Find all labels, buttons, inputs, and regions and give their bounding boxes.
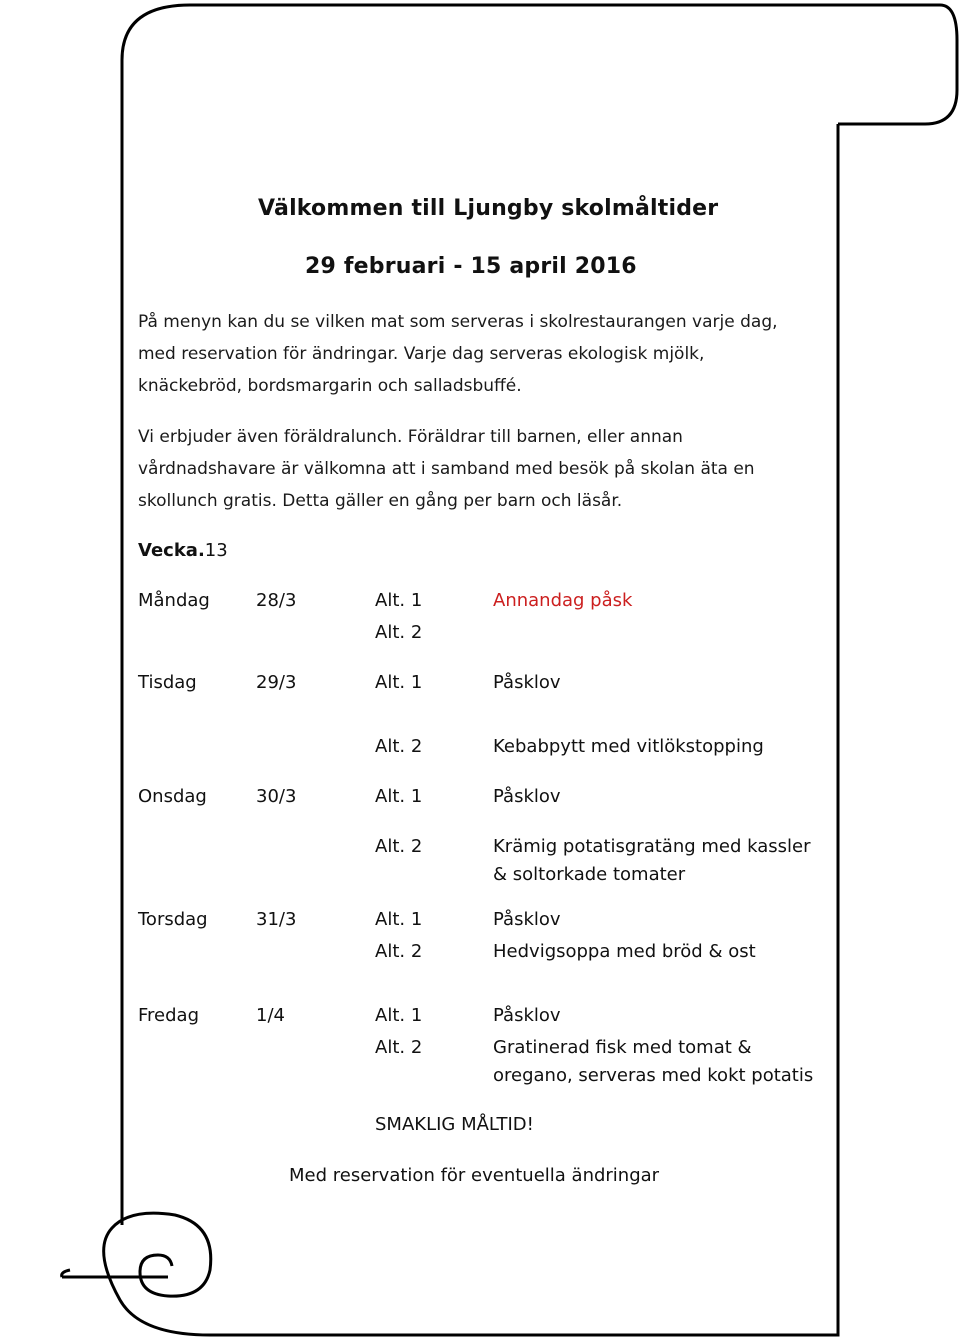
alt1-label: Alt. 1 bbox=[375, 1005, 423, 1026]
reservation-note: Med reservation för eventuella ändringar bbox=[289, 1165, 660, 1186]
closing-greeting: SMAKLIG MÅLTID! bbox=[375, 1114, 534, 1135]
alt2-dish: Hedvigsoppa med bröd & ost bbox=[493, 941, 756, 962]
day-name: Måndag bbox=[138, 590, 210, 611]
day-name: Fredag bbox=[138, 1005, 200, 1026]
alt2-dish: Kebabpytt med vitlökstopping bbox=[493, 736, 764, 757]
alt2-label: Alt. 2 bbox=[375, 736, 423, 757]
parent-lunch-paragraph bbox=[138, 421, 755, 517]
intro-line: knäckebröd, bordsmargarin och salladsbuffé. bbox=[138, 376, 522, 396]
alt1-dish: Påsklov bbox=[493, 1005, 561, 1026]
alt2-dish: Krämig potatisgratäng med kassler bbox=[493, 836, 811, 857]
week-heading bbox=[138, 540, 228, 561]
week-number: 13 bbox=[204, 540, 228, 561]
alt2-dish-continued: & soltorkade tomater bbox=[493, 864, 686, 885]
alt2-dish-continued: oregano, serveras med kokt potatis bbox=[493, 1065, 814, 1086]
alt2-dish: Gratinerad fisk med tomat & bbox=[493, 1037, 752, 1058]
alt2-label: Alt. 2 bbox=[375, 941, 423, 962]
date-range: 29 februari - 15 april 2016 bbox=[305, 254, 637, 279]
week-label: Vecka. bbox=[138, 540, 205, 561]
alt1-dish: Annandag påsk bbox=[493, 590, 633, 611]
alt1-label: Alt. 1 bbox=[375, 590, 423, 611]
alt1-dish: Påsklov bbox=[493, 909, 561, 930]
page-title: Välkommen till Ljungby skolmåltider bbox=[258, 196, 719, 221]
alt2-label: Alt. 2 bbox=[375, 622, 423, 643]
parent-lunch-line: Vi erbjuder även föräldralunch. Föräldrar till barnen, eller annan bbox=[138, 427, 683, 447]
day-date: 31/3 bbox=[256, 909, 297, 930]
day-date: 28/3 bbox=[256, 590, 297, 611]
alt1-label: Alt. 1 bbox=[375, 909, 423, 930]
day-name: Torsdag bbox=[138, 909, 208, 930]
alt2-label: Alt. 2 bbox=[375, 836, 423, 857]
alt1-dish: Påsklov bbox=[493, 672, 561, 693]
alt1-label: Alt. 1 bbox=[375, 786, 423, 807]
day-date: 30/3 bbox=[256, 786, 297, 807]
day-name: Onsdag bbox=[138, 786, 207, 807]
intro-line: med reservation för ändringar. Varje dag serveras ekologisk mjölk, bbox=[138, 344, 705, 364]
parent-lunch-line: vårdnadshavare är välkomna att i samband med besök på skolan äta en bbox=[138, 459, 755, 479]
parent-lunch-line: skollunch gratis. Detta gäller en gång per barn och läsår. bbox=[138, 491, 623, 511]
day-date: 1/4 bbox=[256, 1005, 285, 1026]
intro-line: På menyn kan du se vilken mat som serveras i skolrestaurangen varje dag, bbox=[138, 312, 778, 332]
alt1-dish: Påsklov bbox=[493, 786, 561, 807]
day-date: 29/3 bbox=[256, 672, 297, 693]
alt1-label: Alt. 1 bbox=[375, 672, 423, 693]
intro-paragraph bbox=[138, 306, 778, 402]
day-name: Tisdag bbox=[138, 672, 197, 693]
alt2-label: Alt. 2 bbox=[375, 1037, 423, 1058]
